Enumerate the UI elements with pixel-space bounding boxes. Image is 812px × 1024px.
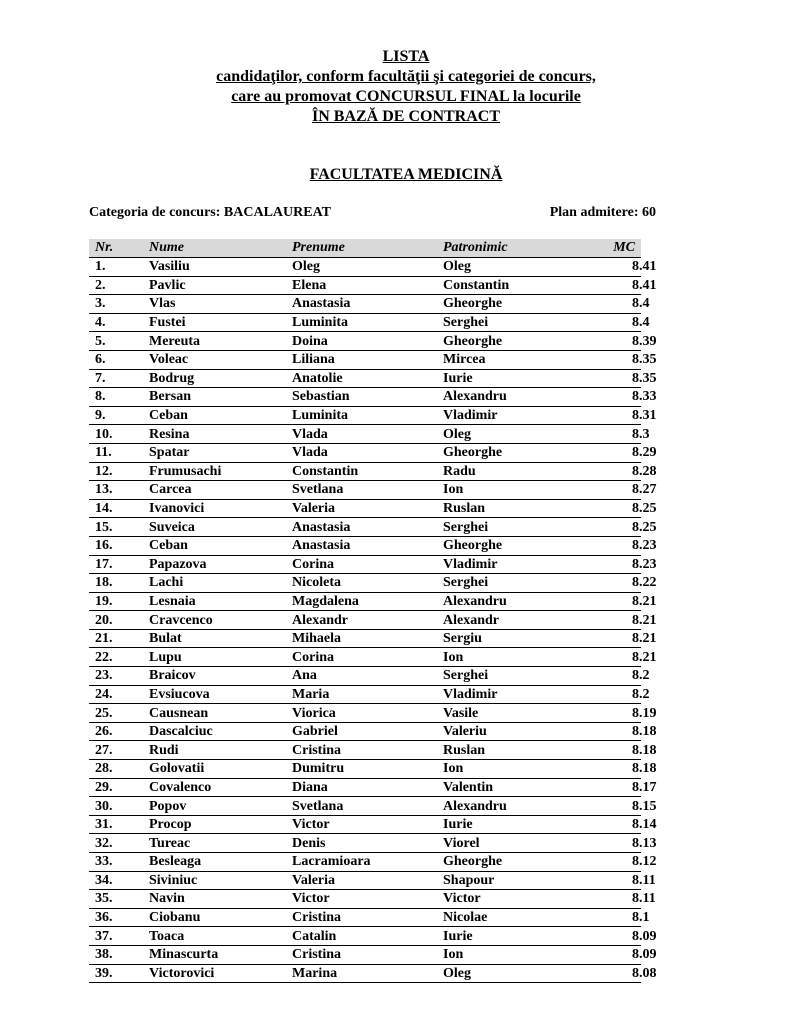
cell-mc: 8.08	[562, 964, 641, 983]
cell-mc: 8.09	[562, 945, 641, 964]
cell-prenume: Lacramioara	[286, 853, 437, 872]
table-row	[89, 574, 641, 593]
table-row	[89, 648, 641, 667]
cell-mc: 8.17	[562, 778, 641, 797]
table-row	[89, 295, 641, 314]
cell-patronimic: Serghei	[437, 574, 562, 593]
cell-nume: Ceban	[143, 536, 286, 555]
cell-nr: 20.	[89, 611, 143, 630]
cell-mc: 8.35	[562, 369, 641, 388]
cell-nr: 7.	[89, 369, 143, 388]
cell-mc: 8.15	[562, 797, 641, 816]
cell-prenume: Diana	[286, 778, 437, 797]
cell-prenume: Elena	[286, 276, 437, 295]
cell-patronimic: Alexandru	[437, 797, 562, 816]
cell-nr: 21.	[89, 629, 143, 648]
cell-prenume: Vlada	[286, 443, 437, 462]
cell-nume: Papazova	[143, 555, 286, 574]
cell-nr: 3.	[89, 295, 143, 314]
table-row	[89, 908, 641, 927]
cell-patronimic: Serghei	[437, 667, 562, 686]
contest-category: Categoria de concurs: BACALAUREAT	[89, 205, 331, 220]
cell-mc: 8.12	[562, 853, 641, 872]
document-title	[0, 47, 812, 127]
cell-mc: 8.13	[562, 834, 641, 853]
cell-nr: 6.	[89, 350, 143, 369]
cell-patronimic: Iurie	[437, 369, 562, 388]
cell-nr: 18.	[89, 574, 143, 593]
cell-mc: 8.2	[562, 685, 641, 704]
cell-mc: 8.35	[562, 350, 641, 369]
cell-mc: 8.11	[562, 890, 641, 909]
cell-prenume: Gabriel	[286, 722, 437, 741]
cell-nume: Vlas	[143, 295, 286, 314]
table-row	[89, 704, 641, 723]
cell-mc: 8.41	[562, 258, 641, 277]
cell-nume: Vasiliu	[143, 258, 286, 277]
cell-prenume: Anatolie	[286, 369, 437, 388]
cell-nr: 1.	[89, 258, 143, 277]
cell-nr: 27.	[89, 741, 143, 760]
cell-nume: Mereuta	[143, 332, 286, 351]
cell-patronimic: Oleg	[437, 258, 562, 277]
cell-prenume: Svetlana	[286, 481, 437, 500]
cell-patronimic: Gheorghe	[437, 332, 562, 351]
cell-mc: 8.25	[562, 499, 641, 518]
cell-mc: 8.27	[562, 481, 641, 500]
title-line-contract: ÎN BAZĂ DE CONTRACT	[311, 108, 501, 125]
cell-nr: 38.	[89, 945, 143, 964]
cell-nr: 37.	[89, 927, 143, 946]
cell-nume: Golovatii	[143, 760, 286, 779]
cell-nume: Ceban	[143, 406, 286, 425]
cell-nume: Carcea	[143, 481, 286, 500]
cell-prenume: Cristina	[286, 945, 437, 964]
table-body	[89, 258, 657, 983]
admission-plan: Plan admitere: 60	[549, 205, 656, 220]
cell-patronimic: Vladimir	[437, 406, 562, 425]
table-row	[89, 871, 641, 890]
table-row	[89, 332, 641, 351]
cell-mc: 8.19	[562, 704, 641, 723]
cell-prenume: Vlada	[286, 425, 437, 444]
table-row	[89, 388, 641, 407]
cell-mc: 8.22	[562, 574, 641, 593]
cell-nr: 8.	[89, 388, 143, 407]
cell-mc: 8.39	[562, 332, 641, 351]
table-row	[89, 499, 641, 518]
cell-nr: 4.	[89, 313, 143, 332]
table-row	[89, 369, 641, 388]
cell-nume: Besleaga	[143, 853, 286, 872]
cell-patronimic: Nicolae	[437, 908, 562, 927]
title-line-candidates: candidaţilor, conform facultăţii şi categoriei de concurs,	[216, 68, 596, 85]
candidates-table	[89, 239, 657, 983]
cell-prenume: Maria	[286, 685, 437, 704]
cell-nume: Suveica	[143, 518, 286, 537]
table-row	[89, 685, 641, 704]
cell-nume: Spatar	[143, 443, 286, 462]
cell-nr: 14.	[89, 499, 143, 518]
cell-nr: 29.	[89, 778, 143, 797]
header-nr: Nr.	[89, 239, 143, 258]
table-row	[89, 592, 641, 611]
faculty-heading: FACULTATEA MEDICINĂ	[309, 166, 503, 183]
cell-nume: Victorovici	[143, 964, 286, 983]
table-row	[89, 536, 641, 555]
cell-mc: 8.11	[562, 871, 641, 890]
cell-nume: Ivanovici	[143, 499, 286, 518]
table-row	[89, 462, 641, 481]
cell-prenume: Corina	[286, 555, 437, 574]
cell-nume: Resina	[143, 425, 286, 444]
header-nume: Nume	[143, 239, 286, 258]
table-row	[89, 258, 641, 277]
cell-nume: Evsiucova	[143, 685, 286, 704]
cell-prenume: Cristina	[286, 741, 437, 760]
cell-patronimic: Ion	[437, 760, 562, 779]
table-row	[89, 797, 641, 816]
cell-patronimic: Serghei	[437, 518, 562, 537]
cell-prenume: Cristina	[286, 908, 437, 927]
cell-prenume: Anastasia	[286, 536, 437, 555]
cell-nume: Dascalciuc	[143, 722, 286, 741]
cell-nume: Navin	[143, 890, 286, 909]
cell-mc: 8.18	[562, 760, 641, 779]
title-line-concurs-final: care au promovat CONCURSUL FINAL la locurile	[231, 88, 581, 105]
table-row	[89, 853, 641, 872]
table-row	[89, 834, 641, 853]
cell-patronimic: Alexandru	[437, 388, 562, 407]
cell-patronimic: Gheorghe	[437, 443, 562, 462]
cell-patronimic: Ion	[437, 945, 562, 964]
cell-nr: 23.	[89, 667, 143, 686]
header-prenume: Prenume	[286, 239, 437, 258]
cell-nr: 32.	[89, 834, 143, 853]
cell-patronimic: Valentin	[437, 778, 562, 797]
cell-nr: 19.	[89, 592, 143, 611]
cell-nr: 28.	[89, 760, 143, 779]
cell-mc: 8.09	[562, 927, 641, 946]
cell-prenume: Constantin	[286, 462, 437, 481]
cell-prenume: Ana	[286, 667, 437, 686]
cell-prenume: Svetlana	[286, 797, 437, 816]
cell-patronimic: Constantin	[437, 276, 562, 295]
table-row	[89, 778, 641, 797]
cell-mc: 8.21	[562, 629, 641, 648]
cell-patronimic: Viorel	[437, 834, 562, 853]
table-row	[89, 815, 641, 834]
cell-prenume: Marina	[286, 964, 437, 983]
cell-mc: 8.33	[562, 388, 641, 407]
cell-nr: 15.	[89, 518, 143, 537]
cell-mc: 8.4	[562, 313, 641, 332]
cell-nume: Causnean	[143, 704, 286, 723]
cell-prenume: Viorica	[286, 704, 437, 723]
cell-prenume: Luminita	[286, 313, 437, 332]
cell-mc: 8.4	[562, 295, 641, 314]
cell-nr: 36.	[89, 908, 143, 927]
header-mc: MC	[562, 239, 641, 258]
cell-prenume: Anastasia	[286, 518, 437, 537]
cell-nr: 35.	[89, 890, 143, 909]
cell-nr: 34.	[89, 871, 143, 890]
cell-mc: 8.1	[562, 908, 641, 927]
cell-mc: 8.23	[562, 536, 641, 555]
cell-nume: Frumusachi	[143, 462, 286, 481]
cell-patronimic: Gheorghe	[437, 853, 562, 872]
cell-nume: Toaca	[143, 927, 286, 946]
cell-nr: 11.	[89, 443, 143, 462]
cell-mc: 8.14	[562, 815, 641, 834]
cell-nr: 22.	[89, 648, 143, 667]
cell-nr: 17.	[89, 555, 143, 574]
cell-prenume: Valeria	[286, 871, 437, 890]
table-row	[89, 350, 641, 369]
cell-mc: 8.2	[562, 667, 641, 686]
table-row	[89, 741, 641, 760]
cell-nume: Tureac	[143, 834, 286, 853]
cell-patronimic: Gheorghe	[437, 536, 562, 555]
cell-nr: 5.	[89, 332, 143, 351]
table-row	[89, 518, 641, 537]
table-row	[89, 425, 641, 444]
table-row	[89, 276, 641, 295]
cell-patronimic: Alexandr	[437, 611, 562, 630]
cell-mc: 8.18	[562, 741, 641, 760]
cell-nr: 39.	[89, 964, 143, 983]
cell-prenume: Dumitru	[286, 760, 437, 779]
cell-nr: 2.	[89, 276, 143, 295]
cell-nr: 13.	[89, 481, 143, 500]
cell-prenume: Doina	[286, 332, 437, 351]
cell-nr: 24.	[89, 685, 143, 704]
table-row	[89, 945, 641, 964]
cell-patronimic: Vasile	[437, 704, 562, 723]
table-row	[89, 555, 641, 574]
table-row	[89, 964, 641, 983]
table-row	[89, 313, 641, 332]
table-row	[89, 611, 641, 630]
cell-patronimic: Alexandru	[437, 592, 562, 611]
cell-prenume: Victor	[286, 815, 437, 834]
cell-nume: Braicov	[143, 667, 286, 686]
cell-prenume: Alexandr	[286, 611, 437, 630]
cell-prenume: Sebastian	[286, 388, 437, 407]
cell-nr: 31.	[89, 815, 143, 834]
table-row	[89, 481, 641, 500]
cell-mc: 8.21	[562, 611, 641, 630]
cell-nr: 26.	[89, 722, 143, 741]
cell-patronimic: Shapour	[437, 871, 562, 890]
cell-patronimic: Ruslan	[437, 499, 562, 518]
table-row	[89, 406, 641, 425]
cell-patronimic: Iurie	[437, 927, 562, 946]
table-row	[89, 667, 641, 686]
cell-nume: Lupu	[143, 648, 286, 667]
cell-patronimic: Iurie	[437, 815, 562, 834]
cell-prenume: Catalin	[286, 927, 437, 946]
cell-nume: Cravcenco	[143, 611, 286, 630]
cell-nume: Procop	[143, 815, 286, 834]
cell-mc: 8.3	[562, 425, 641, 444]
cell-mc: 8.28	[562, 462, 641, 481]
cell-mc: 8.21	[562, 592, 641, 611]
cell-nr: 33.	[89, 853, 143, 872]
cell-nume: Bulat	[143, 629, 286, 648]
cell-prenume: Anastasia	[286, 295, 437, 314]
cell-prenume: Denis	[286, 834, 437, 853]
cell-mc: 8.41	[562, 276, 641, 295]
cell-patronimic: Vladimir	[437, 685, 562, 704]
cell-nr: 12.	[89, 462, 143, 481]
table-row	[89, 629, 641, 648]
cell-mc: 8.18	[562, 722, 641, 741]
cell-patronimic: Valeriu	[437, 722, 562, 741]
cell-patronimic: Mircea	[437, 350, 562, 369]
cell-nume: Covalenco	[143, 778, 286, 797]
cell-nr: 30.	[89, 797, 143, 816]
cell-mc: 8.31	[562, 406, 641, 425]
table-header-row	[89, 239, 641, 258]
cell-patronimic: Gheorghe	[437, 295, 562, 314]
header-patronimic: Patronimic	[437, 239, 562, 258]
cell-prenume: Luminita	[286, 406, 437, 425]
cell-nume: Popov	[143, 797, 286, 816]
cell-nume: Voleac	[143, 350, 286, 369]
cell-nume: Pavlic	[143, 276, 286, 295]
cell-patronimic: Ion	[437, 481, 562, 500]
table-row	[89, 890, 641, 909]
cell-nume: Fustei	[143, 313, 286, 332]
cell-patronimic: Sergiu	[437, 629, 562, 648]
table-row	[89, 443, 641, 462]
cell-nr: 10.	[89, 425, 143, 444]
cell-prenume: Mihaela	[286, 629, 437, 648]
cell-nume: Minascurta	[143, 945, 286, 964]
cell-prenume: Oleg	[286, 258, 437, 277]
cell-nume: Lachi	[143, 574, 286, 593]
cell-nume: Bersan	[143, 388, 286, 407]
table-row	[89, 760, 641, 779]
cell-patronimic: Oleg	[437, 425, 562, 444]
cell-nume: Siviniuc	[143, 871, 286, 890]
cell-nume: Ciobanu	[143, 908, 286, 927]
cell-patronimic: Vladimir	[437, 555, 562, 574]
cell-patronimic: Oleg	[437, 964, 562, 983]
table-row	[89, 722, 641, 741]
cell-mc: 8.23	[562, 555, 641, 574]
cell-prenume: Nicoleta	[286, 574, 437, 593]
cell-prenume: Corina	[286, 648, 437, 667]
cell-prenume: Victor	[286, 890, 437, 909]
cell-prenume: Liliana	[286, 350, 437, 369]
cell-nume: Bodrug	[143, 369, 286, 388]
cell-patronimic: Radu	[437, 462, 562, 481]
cell-mc: 8.21	[562, 648, 641, 667]
cell-patronimic: Ion	[437, 648, 562, 667]
cell-nume: Lesnaia	[143, 592, 286, 611]
cell-patronimic: Victor	[437, 890, 562, 909]
cell-nume: Rudi	[143, 741, 286, 760]
cell-mc: 8.25	[562, 518, 641, 537]
cell-nr: 9.	[89, 406, 143, 425]
cell-mc: 8.29	[562, 443, 641, 462]
cell-patronimic: Ruslan	[437, 741, 562, 760]
cell-nr: 25.	[89, 704, 143, 723]
cell-prenume: Valeria	[286, 499, 437, 518]
cell-patronimic: Serghei	[437, 313, 562, 332]
cell-prenume: Magdalena	[286, 592, 437, 611]
title-line-lista: LISTA	[382, 48, 430, 65]
cell-nr: 16.	[89, 536, 143, 555]
table-row	[89, 927, 641, 946]
